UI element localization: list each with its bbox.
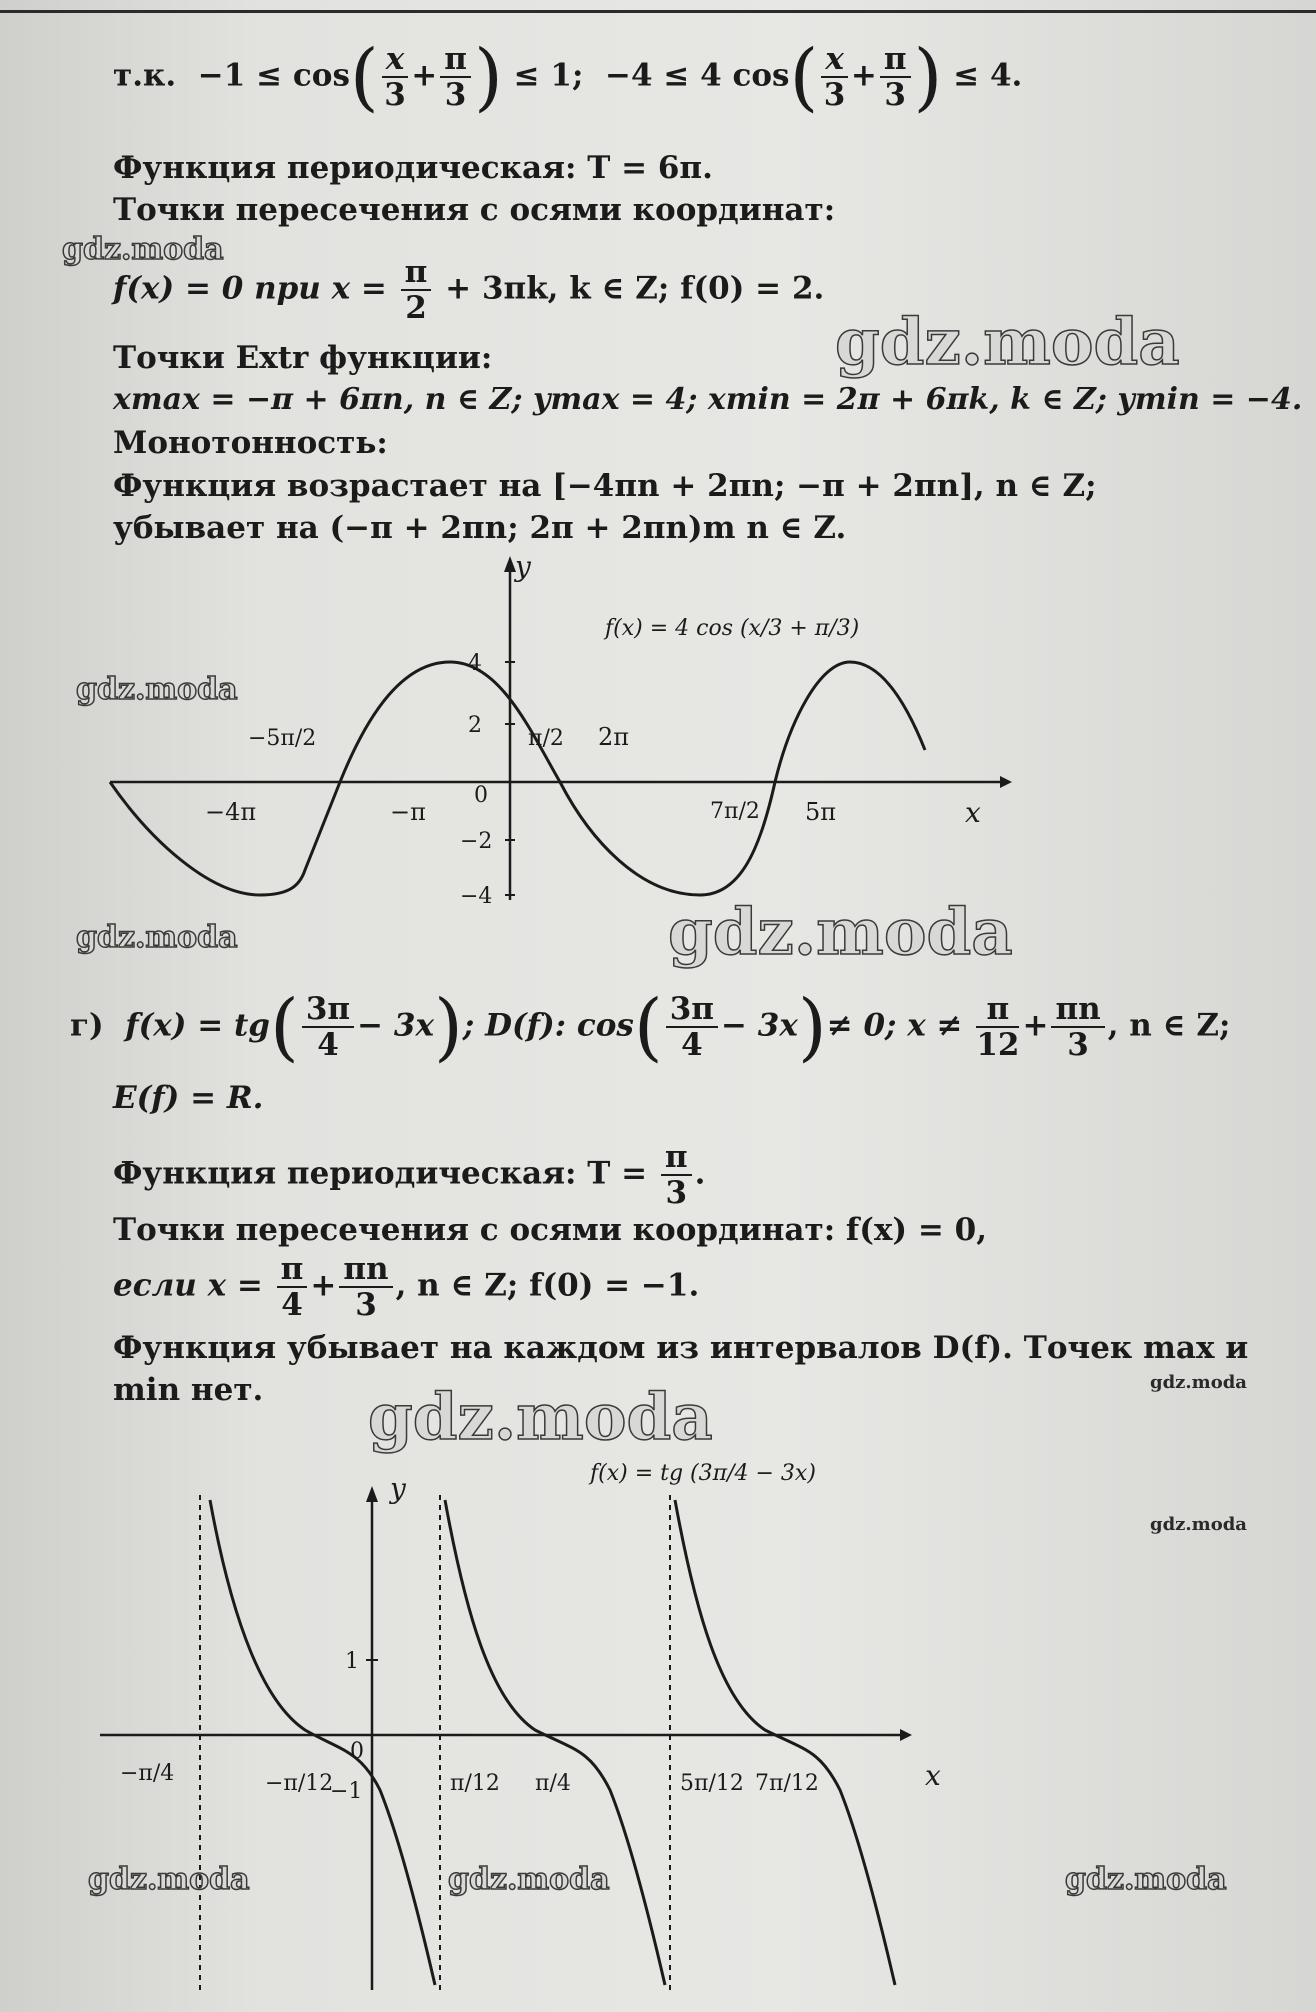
tg-intersections: Точки пересечения с осями координат: f(x) = 0,: [113, 1212, 988, 1248]
since-text: т.к.: [113, 57, 177, 94]
range-text: E(f) = R.: [113, 1080, 264, 1116]
tangent-branch-3: [675, 1500, 895, 1985]
tick-y-0: 0: [474, 783, 488, 808]
tick-y-4: 4: [468, 651, 482, 676]
watermark: gdz.moda: [1065, 1862, 1227, 1897]
watermark: gdz.moda: [62, 232, 224, 267]
decreasing-text: убывает на (−π + 2πn; 2π + 2πn)m n ∈ Z.: [113, 510, 847, 546]
tick2-x-pi4: π/4: [535, 1771, 571, 1796]
tg-zeros-line: если x = $\frac{\pi}{4}$ + $\frac{\pi n}{3}$ , n ∈ Z; f(0) = −1.: [113, 1251, 700, 1324]
tick2-x-7pi12: 7π/12: [755, 1771, 819, 1796]
increasing-text: Функция возрастает на [−4πn + 2πn; −π + 2πn], n ∈ Z;: [113, 468, 1097, 504]
tick2-x-5pi12: 5π/12: [680, 1771, 744, 1796]
tick-x-minus4pi: −4π: [205, 798, 257, 826]
extr-values: xmax = −π + 6πn, n ∈ Z; ymax = 4; xmin = 2π + 6πk, k ∈ Z; ymin = −4.: [113, 382, 1303, 417]
extr-title: Точки Extr функции:: [113, 340, 493, 376]
watermark: gdz.moda: [88, 1862, 250, 1897]
watermark: gdz.moda: [448, 1862, 610, 1897]
x-axis-2-arrow-icon: [900, 1729, 912, 1741]
bound1-end: ≤ 1;: [513, 57, 584, 94]
watermark: gdz.moda: [368, 1380, 713, 1455]
tick-x-7pi2: 7π/2: [710, 799, 760, 824]
tick2-x-minuspi12: −π/12: [265, 1771, 334, 1796]
tick2-x-pi12: π/12: [450, 1771, 500, 1796]
zeros-line: f(x) = 0 при x = $\frac{\pi}{2}$ + 3πk, k ∈ Z; f(0) = 2.: [113, 254, 825, 327]
y-axis-2-arrow-icon: [366, 1486, 378, 1502]
y-axis-label: y: [515, 550, 531, 583]
tick-x-minuspi: −π: [390, 798, 426, 826]
graph2-formula: f(x) = tg (3π/4 − 3x): [590, 1461, 816, 1486]
tg-monotonic-1: Функция убывает на каждом из интервалов D(f). Точек max и: [113, 1330, 1249, 1366]
intersections-title: Точки пересечения с осями координат:: [113, 192, 836, 228]
tangent-definition-line: г) f(x) = tg( $\frac{3\pi}{4}$ − 3x); D(f): cos( $\frac{3\pi}{4}$ − 3x)≠ 0; x ≠ $\frac{\pi}{12}$ + $\frac{\pi n}{3}$ , n ∈ Z;: [70, 984, 1231, 1070]
graph1-formula: f(x) = 4 cos (x/3 + π/3): [605, 616, 860, 641]
tg-monotonic-2: min нет.: [113, 1372, 264, 1408]
x-axis-label: x: [965, 796, 981, 829]
watermark: gdz.moda: [835, 305, 1180, 380]
tg-periodic-line: Функция периодическая: T = $\frac{\pi}{3}$ .: [113, 1139, 706, 1212]
tick2-x-minuspi4: −π/4: [120, 1761, 175, 1786]
tangent-graph: [0, 1450, 1316, 1990]
cosine-graph: [0, 550, 1316, 910]
tick-y-2: 2: [468, 713, 482, 738]
monotonic-title: Монотонность:: [113, 425, 388, 461]
watermark: gdz.moda: [668, 895, 1013, 970]
tangent-branch-1: [210, 1500, 435, 1985]
frac-pi-3: $\frac{\pi}{3}$: [440, 42, 471, 112]
tick-y-minus2: −2: [460, 829, 493, 854]
bound2-text: −4 ≤ 4 cos: [604, 57, 790, 94]
tick-x-5pi: 5π: [805, 798, 837, 826]
tick2-y-0: 0: [350, 1739, 364, 1764]
watermark: gdz.moda: [1150, 1514, 1247, 1535]
cos-bounds-line: т.к. −1 ≤ cos( $\frac{x}{3}$ + $\frac{\pi}{3}$ ) ≤ 1; −4 ≤ 4 cos( $\frac{x}{3}$ + $\frac{\pi}{3}$ ) ≤ 4.: [113, 34, 1023, 120]
x-axis-arrow-icon: [1000, 776, 1012, 788]
periodic-text: Функция периодическая: T = 6π.: [113, 150, 713, 186]
watermark: gdz.moda: [76, 920, 238, 955]
tangent-branch-2: [445, 1500, 665, 1985]
watermark: gdz.moda: [76, 672, 238, 707]
tick-x-2pi: 2π: [598, 723, 630, 751]
tick-x-pi2: π/2: [528, 726, 564, 751]
page-top-rule: [0, 0, 1316, 13]
x-axis-2-label: x: [925, 1759, 941, 1792]
tick2-y-1: 1: [345, 1649, 359, 1674]
watermark: gdz.moda: [1150, 1372, 1247, 1393]
bound2-end: ≤ 4.: [953, 57, 1023, 94]
frac-x-3: $\frac{x}{3}$: [382, 42, 408, 112]
bound1-text: −1 ≤ cos: [197, 57, 350, 94]
tick2-y-minus1: −1: [330, 1779, 363, 1804]
tick-y-minus4: −4: [460, 884, 493, 909]
tick-x-minus5pi2: −5π/2: [248, 726, 317, 751]
y-axis-2-label: y: [390, 1472, 406, 1505]
